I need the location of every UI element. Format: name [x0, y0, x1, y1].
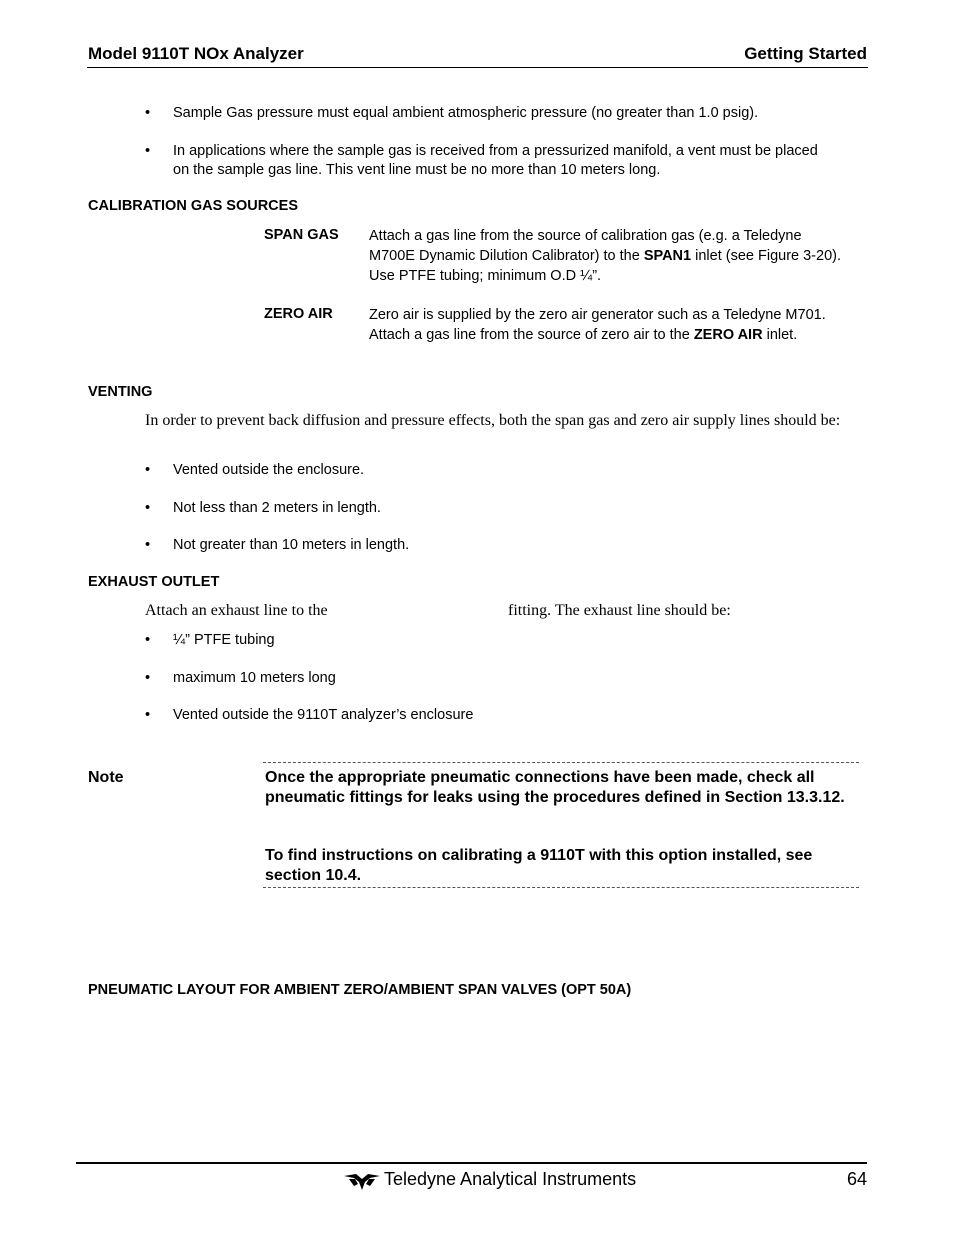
- section-heading-pneumatic-layout: PNEUMATIC LAYOUT FOR AMBIENT ZERO/AMBIENT SPAN VALVES (OPT 50A): [88, 982, 632, 998]
- list-item: [145, 499, 845, 519]
- header-section: Getting Started: [744, 44, 867, 63]
- list-item: [145, 631, 845, 651]
- bullet-text: maximum 10 meters long: [173, 670, 336, 686]
- bullet-icon: •: [145, 707, 151, 723]
- zero-air-inlet: ZERO AIR: [693, 327, 763, 343]
- bullet-text: Vented outside the enclosure.: [173, 462, 365, 478]
- footer-rule: [76, 1162, 867, 1164]
- span-gas-text: [369, 226, 849, 286]
- note-bottom-rule: [263, 887, 859, 888]
- bullet-icon: •: [145, 632, 151, 648]
- bullet-icon: •: [145, 462, 151, 478]
- page-number: 64: [846, 1169, 867, 1189]
- bullet-text: In applications where the sample gas is received from a pressurized manifold, a vent must be placed on the sample gas line. This vent line must be no more than 10 meters long.: [173, 143, 818, 178]
- header-title: Model 9110T NOx Analyzer: [88, 44, 304, 63]
- exhaust-text-b: fitting. The exhaust line should be:: [508, 602, 731, 619]
- zero-air-text-a: Zero air is supplied by the zero air generator such as a Teledyne M701. Attach a gas line from the source of zero air to the: [369, 307, 826, 343]
- note-label: Note: [88, 769, 124, 786]
- header-rule: [87, 67, 868, 68]
- zero-air-text: [369, 305, 849, 345]
- bullet-icon: •: [145, 143, 151, 159]
- venting-paragraph: In order to prevent back diffusion and pressure effects, both the span gas and zero air supply lines should be:: [145, 412, 841, 429]
- bullet-text: Vented outside the 9110T analyzer’s enclosure: [173, 707, 474, 723]
- zero-air-text-b: inlet.: [762, 327, 798, 343]
- section-heading-exhaust: EXHAUST OUTLET: [88, 574, 220, 590]
- zero-air-label: ZERO AIR: [264, 306, 333, 322]
- list-item: [145, 142, 845, 182]
- list-item: [145, 461, 845, 481]
- bullet-text: Not less than 2 meters in length.: [173, 500, 381, 516]
- span-gas-text-a: Attach a gas line from the source of calibration gas (e.g. a Teledyne M700E Dynamic Dilution Calibrator) to the: [369, 228, 802, 264]
- bullet-text: Not greater than 10 meters in length.: [173, 537, 410, 553]
- list-item: [145, 706, 845, 726]
- section-heading-cal-gas: CALIBRATION GAS SOURCES: [88, 198, 298, 214]
- bullet-icon: •: [145, 500, 151, 516]
- footer-company: Teledyne Analytical Instruments: [384, 1169, 637, 1189]
- span-gas-inlet: SPAN1: [643, 248, 692, 264]
- list-item: [145, 669, 845, 689]
- list-item: [145, 536, 845, 556]
- bullet-text: ¼” PTFE tubing: [173, 632, 275, 648]
- exhaust-text-a: Attach an exhaust line to the: [145, 602, 328, 619]
- note-paragraph-2: To find instructions on calibrating a 9110T with this option installed, see section 10.4.: [265, 847, 813, 884]
- section-heading-venting: VENTING: [88, 384, 153, 400]
- note-paragraph-1: Once the appropriate pneumatic connections have been made, check all pneumatic fittings for leaks using the procedures defined in Section 13.3.12.: [265, 769, 845, 806]
- bullet-text: Sample Gas pressure must equal ambient atmospheric pressure (no greater than 1.0 psig).: [173, 105, 759, 121]
- list-item: [145, 104, 845, 124]
- span-gas-label: SPAN GAS: [264, 227, 339, 243]
- bullet-icon: •: [145, 670, 151, 686]
- span-gas-text-b: inlet (see Figure 3-20). Use PTFE tubing; minimum O.D ¼”.: [369, 248, 841, 284]
- bullet-icon: •: [145, 105, 151, 121]
- note-top-rule: [263, 762, 859, 763]
- teledyne-logo-icon: [343, 1170, 381, 1192]
- bullet-icon: •: [145, 537, 151, 553]
